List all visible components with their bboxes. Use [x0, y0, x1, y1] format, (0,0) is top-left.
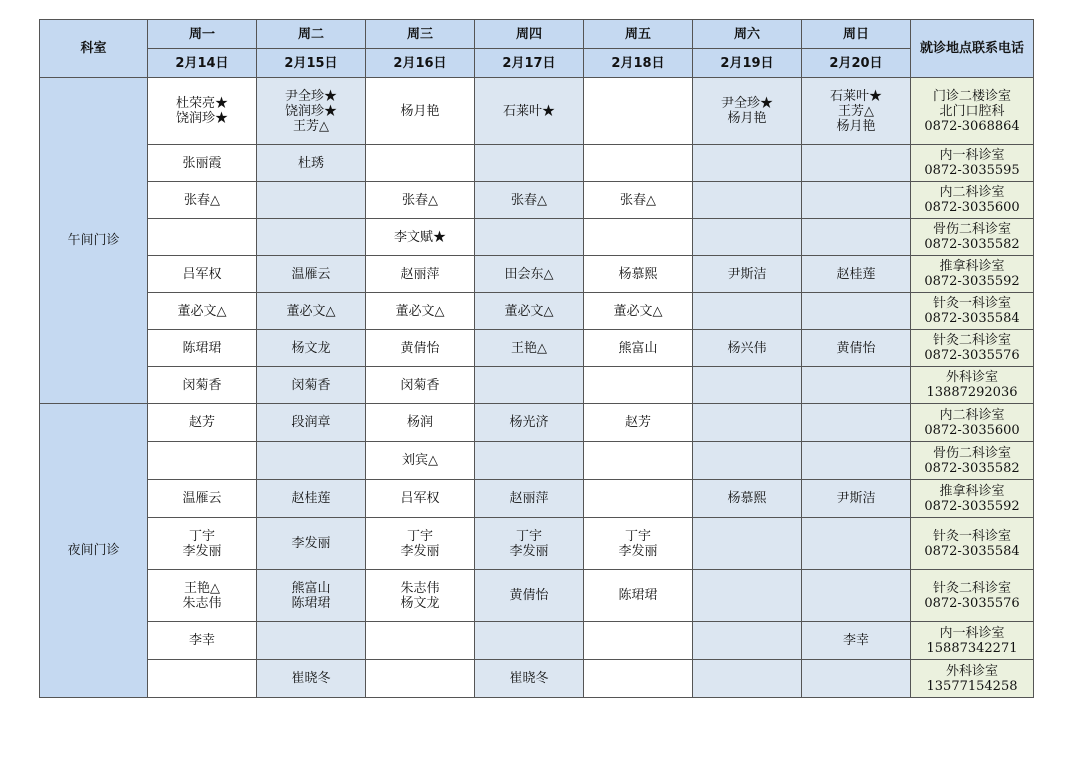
doctor-name: 崔晓冬 — [509, 671, 549, 686]
phone-number: 0872-3035600 — [924, 422, 1020, 438]
doctor-name: 陈珺珺 — [618, 588, 658, 603]
doctor-cell — [584, 219, 693, 256]
doctor-name: 王芳△ — [838, 103, 874, 119]
doctor-name: 熊富山 — [291, 580, 331, 596]
doctor-cell — [802, 78, 911, 145]
weekday-header: 周一 — [148, 20, 257, 49]
doctor-cell — [148, 442, 257, 480]
phone-number: 0872-3035592 — [924, 498, 1020, 514]
doctor-name: 段润章 — [291, 415, 331, 430]
section-label: 午间门诊 — [40, 78, 148, 404]
date-header: 2月15日 — [257, 49, 366, 78]
doctor-cell — [148, 78, 257, 145]
doctor-name: 温雁云 — [291, 266, 331, 282]
doctor-cell — [366, 330, 475, 367]
doctor-cell — [257, 518, 366, 570]
doctor-name: 熊富山 — [618, 340, 658, 356]
doctor-cell — [366, 660, 475, 698]
doctor-cell — [366, 480, 475, 518]
doctor-name: 丁宇 — [515, 528, 542, 544]
doctor-cell — [802, 182, 911, 219]
doctor-cell — [257, 622, 366, 660]
doctor-name: 李发丽 — [618, 543, 658, 559]
doctor-name: 尹斯洁 — [727, 266, 767, 282]
doctor-cell — [257, 219, 366, 256]
doctor-name: 杨月艳 — [727, 111, 767, 126]
doctor-cell — [693, 293, 802, 330]
phone-number: 0872-3035584 — [924, 311, 1020, 326]
schedule-row — [40, 570, 1034, 622]
doctor-cell — [257, 330, 366, 367]
doctor-cell — [366, 404, 475, 442]
location-name: 骨伤二科诊室 — [932, 445, 1011, 461]
doctor-cell — [148, 293, 257, 330]
doctor-cell — [366, 145, 475, 182]
doctor-cell — [148, 518, 257, 570]
doctor-cell — [802, 570, 911, 622]
doctor-name: 田会东△ — [504, 266, 554, 282]
doctor-name: 闵菊香 — [291, 377, 331, 393]
phone-number: 0872-3035582 — [924, 460, 1020, 476]
doctor-cell — [148, 480, 257, 518]
doctor-cell — [584, 256, 693, 293]
doctor-cell — [257, 442, 366, 480]
doctor-cell — [257, 293, 366, 330]
location-name: 外科诊室 — [945, 663, 998, 679]
location-name: 内一科诊室 — [939, 625, 1005, 641]
phone-number: 15887342271 — [926, 640, 1018, 656]
doctor-name: 尹全珍★ — [720, 96, 773, 111]
phone-number: 13577154258 — [926, 678, 1018, 694]
phone-number: 0872-3035576 — [924, 595, 1020, 611]
doctor-cell — [693, 330, 802, 367]
location-column-header: 就诊地点联系电话 — [911, 20, 1034, 78]
doctor-name: 杨文龙 — [400, 595, 440, 611]
doctor-name: 董必文△ — [395, 303, 445, 319]
doctor-cell — [366, 78, 475, 145]
schedule-row — [40, 660, 1034, 698]
doctor-cell — [366, 518, 475, 570]
weekday-header: 周四 — [475, 20, 584, 49]
doctor-cell — [584, 622, 693, 660]
doctor-name: 黄倩怡 — [509, 588, 549, 603]
doctor-name: 李幸 — [188, 633, 215, 648]
weekday-header: 周六 — [693, 20, 802, 49]
doctor-name: 朱志伟 — [400, 580, 440, 596]
doctor-cell — [475, 404, 584, 442]
location-cell — [911, 480, 1034, 518]
doctor-cell — [366, 219, 475, 256]
doctor-cell — [693, 660, 802, 698]
doctor-cell — [148, 570, 257, 622]
doctor-name: 杨月艳 — [836, 118, 876, 134]
doctor-name: 石莱叶★ — [829, 88, 882, 104]
doctor-cell — [584, 442, 693, 480]
schedule-table — [39, 19, 1034, 698]
location-cell — [911, 518, 1034, 570]
doctor-cell — [584, 293, 693, 330]
doctor-cell — [257, 256, 366, 293]
doctor-cell — [475, 219, 584, 256]
location-cell — [911, 622, 1034, 660]
schedule-body — [40, 78, 1034, 698]
dept-column-header: 科室 — [40, 20, 148, 78]
header-row-date — [40, 49, 1034, 78]
doctor-name: 丁宇 — [188, 528, 215, 544]
doctor-cell — [802, 660, 911, 698]
doctor-cell — [366, 570, 475, 622]
doctor-cell — [802, 404, 911, 442]
doctor-cell — [584, 480, 693, 518]
location-cell — [911, 78, 1034, 145]
location-name: 内二科诊室 — [939, 407, 1005, 423]
doctor-cell — [584, 404, 693, 442]
doctor-name: 黄倩怡 — [836, 340, 876, 356]
doctor-cell — [475, 145, 584, 182]
doctor-cell — [148, 256, 257, 293]
doctor-name: 王芳△ — [293, 118, 329, 134]
weekday-header: 周五 — [584, 20, 693, 49]
doctor-cell — [584, 182, 693, 219]
schedule-row — [40, 622, 1034, 660]
phone-number: 13887292036 — [926, 385, 1018, 400]
location-cell — [911, 570, 1034, 622]
doctor-name: 赵桂莲 — [291, 491, 331, 506]
doctor-cell — [366, 442, 475, 480]
location-name: 骨伤二科诊室 — [932, 222, 1011, 237]
location-cell — [911, 404, 1034, 442]
doctor-cell — [693, 622, 802, 660]
doctor-name: 杜琇 — [297, 155, 324, 171]
doctor-cell — [148, 219, 257, 256]
doctor-name: 陈珺珺 — [291, 595, 331, 611]
doctor-name: 杨月艳 — [400, 103, 440, 119]
doctor-name: 赵丽萍 — [400, 266, 440, 282]
date-header: 2月18日 — [584, 49, 693, 78]
location-cell — [911, 256, 1034, 293]
doctor-cell — [693, 404, 802, 442]
doctor-name: 丁宇 — [624, 528, 651, 544]
doctor-cell — [475, 293, 584, 330]
schedule-row — [40, 293, 1034, 330]
doctor-cell — [148, 145, 257, 182]
doctor-name: 石莱叶★ — [502, 103, 555, 119]
doctor-cell — [475, 518, 584, 570]
doctor-cell — [148, 660, 257, 698]
doctor-cell — [802, 293, 911, 330]
doctor-cell — [693, 480, 802, 518]
doctor-cell — [584, 330, 693, 367]
doctor-name: 李发丽 — [509, 543, 549, 559]
doctor-cell — [148, 330, 257, 367]
doctor-cell — [257, 480, 366, 518]
doctor-cell — [366, 622, 475, 660]
doctor-cell — [584, 367, 693, 404]
doctor-cell — [475, 480, 584, 518]
date-header: 2月14日 — [148, 49, 257, 78]
doctor-name: 董必文△ — [504, 303, 554, 319]
location-cell — [911, 442, 1034, 480]
doctor-cell — [475, 78, 584, 145]
schedule-row — [40, 256, 1034, 293]
schedule-row — [40, 367, 1034, 404]
schedule-row — [40, 480, 1034, 518]
doctor-cell — [802, 442, 911, 480]
doctor-name: 尹全珍★ — [284, 88, 337, 104]
doctor-name: 张春△ — [184, 192, 220, 208]
doctor-cell — [584, 78, 693, 145]
doctor-cell — [693, 256, 802, 293]
doctor-cell — [584, 518, 693, 570]
doctor-cell — [475, 330, 584, 367]
location-name: 针灸二科诊室 — [932, 580, 1011, 596]
doctor-name: 饶润珍★ — [175, 111, 228, 126]
location-name: 针灸一科诊室 — [932, 528, 1011, 544]
date-header: 2月16日 — [366, 49, 475, 78]
schedule-row — [40, 404, 1034, 442]
doctor-name: 闵菊香 — [400, 377, 440, 393]
location-name: 推拿科诊室 — [939, 483, 1005, 499]
weekday-header: 周二 — [257, 20, 366, 49]
doctor-name: 赵丽萍 — [509, 491, 549, 506]
schedule-row — [40, 78, 1034, 145]
doctor-cell — [475, 570, 584, 622]
weekday-header: 周三 — [366, 20, 475, 49]
doctor-cell — [257, 570, 366, 622]
doctor-name: 吕军权 — [182, 266, 222, 282]
doctor-cell — [475, 256, 584, 293]
doctor-name: 赵芳 — [624, 415, 651, 430]
doctor-cell — [366, 367, 475, 404]
doctor-name: 董必文△ — [613, 303, 663, 319]
doctor-cell — [802, 518, 911, 570]
phone-number: 0872-3035595 — [924, 163, 1020, 178]
doctor-cell — [148, 404, 257, 442]
doctor-cell — [802, 219, 911, 256]
phone-number: 0872-3068864 — [924, 118, 1020, 134]
location-name: 针灸一科诊室 — [932, 296, 1011, 311]
location-name: 外科诊室 — [945, 370, 998, 385]
doctor-cell — [475, 660, 584, 698]
doctor-name: 陈珺珺 — [182, 340, 222, 356]
doctor-name: 张春△ — [511, 192, 547, 208]
date-header: 2月20日 — [802, 49, 911, 78]
doctor-name: 张春△ — [402, 192, 438, 208]
doctor-name: 王艳△ — [184, 580, 220, 596]
header-row-weekday — [40, 20, 1034, 49]
doctor-cell — [366, 182, 475, 219]
location-name: 门诊二楼诊室 — [932, 88, 1011, 104]
location-cell — [911, 367, 1034, 404]
doctor-name: 杜荣亮★ — [175, 96, 228, 111]
doctor-name: 朱志伟 — [182, 595, 222, 611]
schedule-row — [40, 145, 1034, 182]
doctor-name: 崔晓冬 — [291, 671, 331, 686]
doctor-cell — [802, 145, 911, 182]
doctor-cell — [366, 293, 475, 330]
doctor-cell — [257, 78, 366, 145]
doctor-cell — [148, 622, 257, 660]
doctor-cell — [693, 367, 802, 404]
doctor-cell — [693, 442, 802, 480]
doctor-name: 杨润 — [406, 415, 433, 430]
doctor-cell — [475, 622, 584, 660]
doctor-cell — [148, 182, 257, 219]
doctor-name: 张春△ — [620, 192, 656, 208]
doctor-cell — [802, 367, 911, 404]
phone-number: 0872-3035584 — [924, 543, 1020, 559]
doctor-name: 闵菊香 — [182, 377, 222, 393]
doctor-name: 杨慕熙 — [727, 491, 767, 506]
doctor-cell — [475, 182, 584, 219]
doctor-name: 李发丽 — [182, 543, 222, 559]
doctor-name: 吕军权 — [400, 491, 440, 506]
doctor-name: 黄倩怡 — [400, 340, 440, 356]
doctor-cell — [802, 622, 911, 660]
doctor-name: 赵芳 — [188, 415, 215, 430]
doctor-cell — [584, 660, 693, 698]
doctor-cell — [802, 330, 911, 367]
phone-number: 0872-3035576 — [924, 348, 1020, 363]
schedule-row — [40, 442, 1034, 480]
section-label: 夜间门诊 — [40, 404, 148, 698]
doctor-cell — [257, 660, 366, 698]
doctor-cell — [257, 367, 366, 404]
doctor-cell — [693, 219, 802, 256]
doctor-cell — [802, 480, 911, 518]
location-cell — [911, 219, 1034, 256]
doctor-cell — [693, 570, 802, 622]
location-cell — [911, 660, 1034, 698]
phone-number: 0872-3035592 — [924, 274, 1020, 289]
weekday-header: 周日 — [802, 20, 911, 49]
schedule-row — [40, 518, 1034, 570]
doctor-name: 刘宾△ — [402, 453, 438, 468]
location-name: 北门口腔科 — [939, 103, 1005, 119]
doctor-name: 张丽霞 — [182, 155, 222, 171]
doctor-name: 饶润珍★ — [284, 103, 337, 119]
date-header: 2月17日 — [475, 49, 584, 78]
doctor-cell — [693, 78, 802, 145]
doctor-name: 王艳△ — [511, 340, 547, 356]
doctor-name: 丁宇 — [406, 528, 433, 544]
doctor-cell — [802, 256, 911, 293]
schedule-row — [40, 330, 1034, 367]
location-cell — [911, 145, 1034, 182]
doctor-name: 杨文龙 — [291, 340, 331, 356]
phone-number: 0872-3035582 — [924, 237, 1020, 252]
location-cell — [911, 330, 1034, 367]
doctor-cell — [584, 145, 693, 182]
doctor-cell — [366, 256, 475, 293]
doctor-cell — [693, 145, 802, 182]
doctor-cell — [257, 182, 366, 219]
location-cell — [911, 293, 1034, 330]
doctor-cell — [148, 367, 257, 404]
doctor-cell — [475, 367, 584, 404]
doctor-name: 李发丽 — [400, 543, 440, 559]
date-header: 2月19日 — [693, 49, 802, 78]
schedule-row — [40, 219, 1034, 256]
doctor-cell — [257, 145, 366, 182]
doctor-cell — [693, 182, 802, 219]
doctor-name: 杨兴伟 — [727, 340, 767, 356]
doctor-name: 董必文△ — [286, 303, 336, 319]
doctor-name: 李发丽 — [291, 536, 331, 551]
location-cell — [911, 182, 1034, 219]
doctor-name: 杨慕熙 — [618, 266, 658, 282]
doctor-name: 温雁云 — [182, 491, 222, 506]
doctor-name: 李文赋★ — [393, 229, 446, 245]
doctor-name: 尹斯洁 — [836, 491, 876, 506]
doctor-name: 杨光济 — [509, 415, 549, 430]
location-name: 内二科诊室 — [939, 185, 1005, 200]
doctor-name: 李幸 — [842, 633, 869, 648]
doctor-cell — [475, 442, 584, 480]
location-name: 针灸二科诊室 — [932, 333, 1011, 348]
doctor-cell — [257, 404, 366, 442]
doctor-name: 董必文△ — [177, 303, 227, 319]
doctor-cell — [693, 518, 802, 570]
schedule-row — [40, 182, 1034, 219]
phone-number: 0872-3035600 — [924, 200, 1020, 215]
location-name: 推拿科诊室 — [939, 259, 1005, 274]
location-name: 内一科诊室 — [939, 148, 1005, 163]
doctor-name: 赵桂莲 — [836, 266, 876, 282]
doctor-cell — [584, 570, 693, 622]
